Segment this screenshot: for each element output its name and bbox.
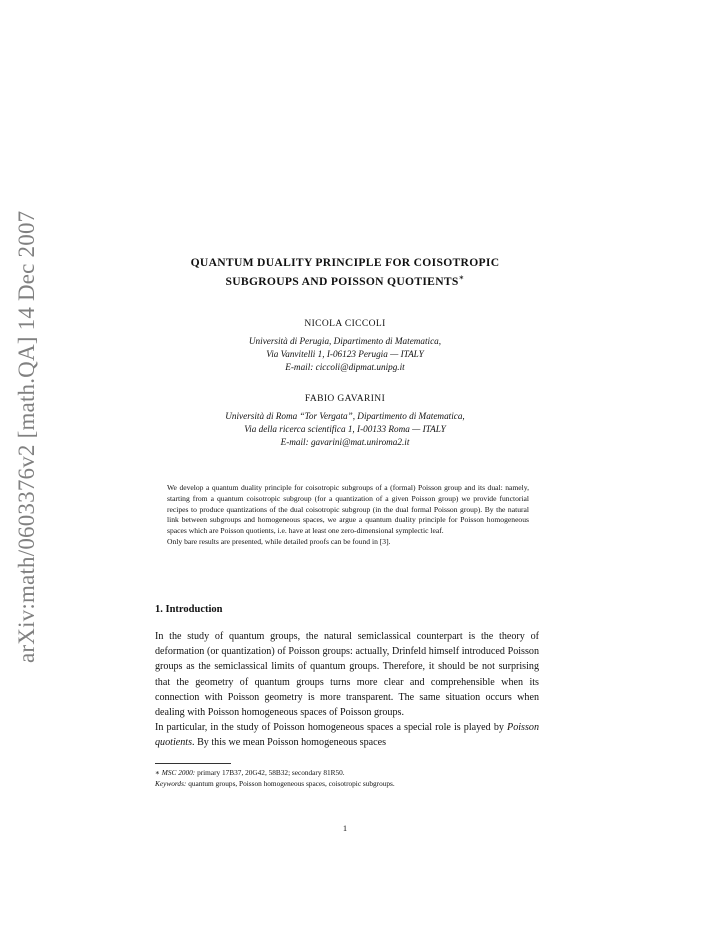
abstract-paragraph-2: Only bare results are presented, while detailed proofs can be found in [3]. (167, 536, 391, 546)
paper-title (0, 255, 690, 289)
footnote-msc-text: primary 17B37, 20G42, 58B32; secondary 81R50. (197, 768, 345, 777)
title-line-2 (0, 270, 690, 289)
introduction-body (155, 629, 539, 751)
footnote-keywords-label: Keywords: (155, 779, 187, 788)
author-block-1 (0, 318, 690, 374)
footnote-divider (155, 763, 231, 764)
title-line-2-text: SUBGROUPS AND POISSON QUOTIENTS (225, 274, 459, 288)
author-affiliation: Università di Roma “Tor Vergata”, Dipartimento di Matematica, (225, 411, 465, 421)
title-footnote-mark: ∗ (458, 273, 465, 282)
author-email: E-mail: ciccoli@dipmat.unipg.it (285, 362, 405, 372)
introduction-paragraph-2 (155, 720, 539, 750)
author-affiliation: Università di Perugia, Dipartimento di Matematica, (248, 336, 442, 346)
paragraph-2-text-start: In particular, in the study of Poisson homogeneous spaces a special role is played by (155, 722, 508, 734)
abstract-paragraph-1: We develop a quantum duality principle for coisotropic subgroups of a (formal) Poisson group and its dual: namely, starting from a quantum coisotropic subgroup (for a quantization of a given Poisson group) we provide functorial recipes to produce quantizations of the dual coisotropic subgroup (in the dual formal Poisson group). By the natural link between subgroups and homogeneous spaces, we argue a quantum duality principle for Poisson homogeneous spaces which are Poisson quotients, i.e. have at least one zero-dimensional symplectic leaf. (167, 483, 529, 536)
paragraph-2-emphasis: Poisson quotients (155, 722, 539, 749)
introduction-paragraph-1: In the study of quantum groups, the natural semiclassical counterpart is the theory of deformation (or quantization) of Poisson groups: actually, Drinfeld himself introduced Poisson groups as the semiclassical limits of quantum groups. Therefore, it should be not surprising that the geometry of quantum groups turns more clear and comprehensible when its connection with Poisson geometry is more transparent. The same situation occurs when dealing with Poisson homogeneous spaces of Poisson groups. (155, 631, 539, 719)
title-line-1: QUANTUM DUALITY PRINCIPLE FOR COISOTROPIC (190, 256, 500, 269)
author-email: E-mail: gavarini@mat.uniroma2.it (280, 437, 410, 447)
footnotes (155, 767, 539, 789)
author-address: Via Vanvitelli 1, I-06123 Perugia — ITALY (266, 349, 424, 359)
page-number: 1 (342, 823, 348, 833)
author-name: FABIO GAVARINI (304, 394, 386, 404)
footnote-msc (155, 767, 539, 778)
author-address: Via della ricerca scientifica 1, I-00133 Roma — ITALY (244, 424, 446, 434)
author-block-2 (0, 393, 690, 449)
arxiv-identifier-stamp: arXiv:math/0603376v2 [math.QA] 14 Dec 2007 (14, 210, 39, 663)
footnote-msc-label: ∗ MSC 2000: (155, 768, 196, 777)
author-name: NICOLA CICCOLI (304, 319, 386, 329)
section-heading-introduction: 1. Introduction (155, 604, 223, 615)
footnote-keywords-text: quantum groups, Poisson homogeneous spaces, coisotropic subgroups. (188, 779, 395, 788)
abstract (167, 483, 529, 548)
paragraph-2-text-end: . By this we mean Poisson homogeneous spaces (192, 737, 387, 749)
footnote-keywords (155, 778, 539, 789)
